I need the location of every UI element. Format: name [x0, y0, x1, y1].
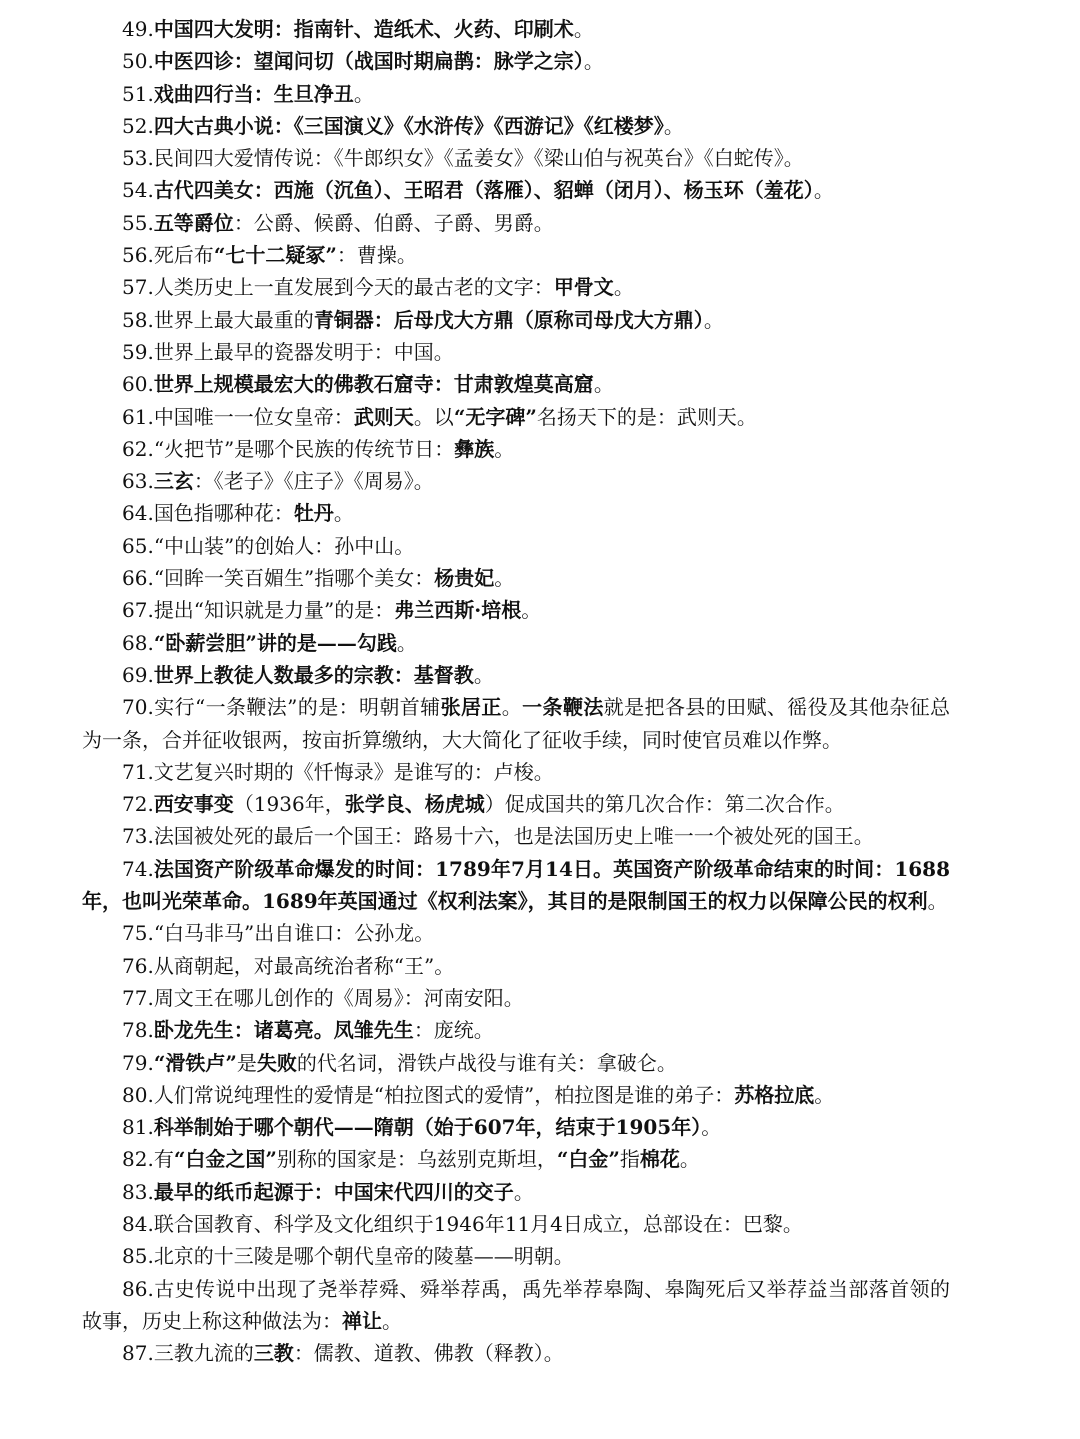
- item-number: 71.: [122, 759, 154, 784]
- bold-text: 牡丹: [293, 501, 334, 526]
- item-number: 66.: [122, 566, 154, 591]
- item-text: 。: [814, 1082, 835, 1107]
- list-item: [82, 433, 950, 465]
- item-text: （1936年，: [233, 792, 345, 817]
- list-item: [82, 1176, 950, 1208]
- bold-text: 五等爵位: [153, 210, 234, 235]
- item-text: 北京的十三陵是哪个朝代皇帝的陵墓——明朝。: [153, 1244, 574, 1269]
- list-item: [82, 1079, 950, 1111]
- item-number: 55.: [122, 210, 154, 235]
- item-number: 78.: [122, 1018, 154, 1043]
- list-item: [82, 627, 950, 659]
- item-text: 有: [153, 1147, 174, 1172]
- bold-text: 张学良、杨虎城: [344, 792, 485, 817]
- list-item: [82, 368, 950, 400]
- list-item: [82, 950, 950, 982]
- item-text: ：庞统。: [413, 1018, 494, 1043]
- bold-text: “七十二疑冢”: [213, 243, 337, 268]
- list-item: [82, 1273, 950, 1338]
- bold-text: 张居正: [440, 695, 502, 720]
- list-item: [82, 497, 950, 529]
- bold-text: 弗兰西斯·培根: [394, 598, 522, 623]
- item-text: 。: [333, 501, 354, 526]
- item-number: 76.: [122, 953, 154, 978]
- bold-text: 卧龙先生：诸葛亮。凤雏先生: [153, 1018, 414, 1043]
- item-text: 别称的国家是：乌兹别克斯坦，: [276, 1147, 557, 1172]
- list-item: [82, 174, 950, 206]
- bold-text: “滑铁卢”: [153, 1050, 237, 1075]
- list-item: [82, 1337, 950, 1369]
- bold-text: 四大古典小说：《三国演义》《水浒传》《西游记》《红楼梦》: [153, 113, 664, 138]
- item-text: “中山装”的创始人：孙中山。: [153, 533, 415, 558]
- list-item: [82, 1240, 950, 1272]
- bold-text: “卧薪尝胆”讲的是——勾践: [153, 630, 397, 655]
- item-number: 57.: [122, 275, 154, 300]
- item-number: 83.: [122, 1179, 154, 1204]
- bold-text: 科举制始于哪个朝代——隋朝（始于607年，结束于1905年）: [153, 1115, 702, 1140]
- item-text: ：儒教、道教、佛教（释教）。: [293, 1341, 564, 1366]
- item-number: 74.: [122, 856, 154, 881]
- item-number: 52.: [122, 113, 154, 138]
- list-item: [82, 45, 950, 77]
- item-number: 86.: [122, 1276, 154, 1301]
- item-number: 72.: [122, 792, 154, 817]
- item-text: 。: [813, 178, 834, 203]
- bold-text: 甲骨文: [553, 275, 614, 300]
- item-number: 56.: [122, 243, 154, 268]
- item-text: ：《老子》《庄子》《周易》。: [193, 469, 434, 494]
- item-text: 三教九流的: [153, 1341, 254, 1366]
- list-item: [82, 304, 950, 336]
- item-number: 62.: [122, 436, 154, 461]
- document-page: [82, 13, 950, 1369]
- list-item: [82, 239, 950, 271]
- item-number: 84.: [122, 1211, 154, 1236]
- list-item: [82, 530, 950, 562]
- item-text: 国色指哪种花：: [153, 501, 294, 526]
- item-number: 69.: [122, 662, 154, 687]
- item-text: 文艺复兴时期的《忏悔录》是谁写的：卢梭。: [153, 759, 554, 784]
- item-number: 64.: [122, 501, 154, 526]
- item-number: 85.: [122, 1244, 154, 1269]
- bold-text: 三玄: [153, 469, 194, 494]
- list-item: [82, 594, 950, 626]
- bold-text: 彝族: [454, 436, 495, 461]
- item-text: ）促成国共的第几次合作：第二次合作。: [484, 792, 845, 817]
- item-text: 。: [473, 662, 494, 687]
- item-text: 。: [501, 695, 523, 720]
- bold-text: “白金”: [556, 1147, 620, 1172]
- bold-text: 古代四美女：西施（沉鱼）、王昭君（落雁）、貂蝉（闭月）、杨玉环（羞花）: [153, 178, 814, 203]
- list-item: [82, 691, 950, 756]
- item-number: 61.: [122, 404, 154, 429]
- bold-text: 青铜器：后母戊大方鼎（原称司母戊大方鼎）: [313, 307, 704, 332]
- list-item: [82, 207, 950, 239]
- item-text: 从商朝起，对最高统治者称“王”。: [153, 953, 455, 978]
- list-item: [82, 465, 950, 497]
- list-item: [82, 78, 950, 110]
- list-item: [82, 336, 950, 368]
- item-text: 法国被处死的最后一个国王：路易十六，也是法国历史上唯一一个被处死的国王。: [153, 824, 874, 849]
- bold-text: 世界上教徒人数最多的宗教：基督教: [153, 662, 474, 687]
- item-text: 。: [593, 372, 614, 397]
- item-text: 。: [521, 598, 542, 623]
- item-text: 。: [353, 81, 374, 106]
- item-text: 实行“一条鞭法”的是：明朝首辅: [153, 695, 441, 720]
- bold-text: 最早的纸币起源于：中国宋代四川的交子: [153, 1179, 514, 1204]
- item-text: 周文王在哪儿创作的《周易》：河南安阳。: [153, 985, 524, 1010]
- item-text: 世界上最大最重的: [153, 307, 314, 332]
- bold-text: 世界上规模最宏大的佛教石窟寺：甘肃敦煌莫高窟: [153, 372, 594, 397]
- item-text: 世界上最早的瓷器发明于：中国。: [153, 339, 454, 364]
- bold-text: 杨贵妃: [434, 566, 495, 591]
- item-text: 联合国教育、科学及文化组织于1946年11月4日成立，总部设在：巴黎。: [153, 1211, 803, 1236]
- item-number: 75.: [122, 921, 154, 946]
- item-number: 79.: [122, 1050, 154, 1075]
- item-text: 。: [703, 307, 724, 332]
- item-text: 。: [583, 49, 604, 74]
- item-number: 49.: [122, 17, 154, 41]
- list-item: [82, 982, 950, 1014]
- item-text: “回眸一笑百媚生”指哪个美女：: [153, 566, 435, 591]
- item-text: 。: [396, 630, 417, 655]
- list-item: [82, 401, 950, 433]
- item-number: 58.: [122, 307, 154, 332]
- item-number: 67.: [122, 598, 154, 623]
- item-number: 80.: [122, 1082, 154, 1107]
- bold-text: 中医四诊：望闻问切（战国时期扁鹊：脉学之宗）: [153, 49, 584, 74]
- list-item: [82, 142, 950, 174]
- list-item: [82, 1208, 950, 1240]
- item-text: 。: [382, 1308, 402, 1333]
- list-item: [82, 562, 950, 594]
- item-number: 65.: [122, 533, 154, 558]
- item-number: 70.: [122, 695, 154, 720]
- item-text: 。: [494, 566, 515, 591]
- item-text: 是: [236, 1050, 257, 1075]
- item-text: 。: [679, 1147, 700, 1172]
- item-text: 名扬天下的是：武则天。: [536, 404, 757, 429]
- item-text: 人类历史上一直发展到今天的最古老的文字：: [153, 275, 554, 300]
- list-item: [82, 1047, 950, 1079]
- item-number: 54.: [122, 178, 154, 203]
- item-text: 就是把各县的田赋、徭役及其他杂征总为一条，合并征收银两，按亩折算缴纳，大大简化了征收手续，同时使官员难以作弊。: [82, 695, 951, 752]
- item-text: 民间四大爱情传说：《牛郎织女》《孟姜女》《梁山伯与祝英台》《白蛇传》。: [153, 146, 804, 171]
- list-item: [82, 917, 950, 949]
- list-item: [82, 788, 950, 820]
- bold-text: 法国资产阶级革命爆发的时间：1789年7月14日。英国资产阶级革命结束的时间：1688年，也叫光荣革命。1689年英国通过《权利法案》，其目的是限制国王的权力以保障公民的权利: [82, 856, 950, 914]
- item-number: 53.: [122, 146, 154, 171]
- list-item: [82, 820, 950, 852]
- item-text: 。: [513, 1179, 534, 1204]
- bold-text: “无字碑”: [453, 404, 537, 429]
- item-number: 60.: [122, 372, 154, 397]
- item-number: 51.: [122, 81, 154, 106]
- item-text: 。: [613, 275, 634, 300]
- item-text: “白马非马”出自谁口：公孙龙。: [153, 921, 435, 946]
- bold-text: “白金之国”: [173, 1147, 277, 1172]
- item-number: 82.: [122, 1147, 154, 1172]
- bold-text: 一条鞭法: [522, 695, 604, 720]
- item-number: 73.: [122, 824, 154, 849]
- item-text: ：曹操。: [336, 243, 417, 268]
- item-number: 59.: [122, 339, 154, 364]
- item-number: 87.: [122, 1341, 154, 1366]
- item-text: 。: [494, 436, 515, 461]
- bold-text: 西安事变: [153, 792, 234, 817]
- item-text: ：公爵、候爵、伯爵、子爵、男爵。: [233, 210, 554, 235]
- item-text: 古史传说中出现了尧举荐舜、舜举荐禹，禹先举荐皋陶、皋陶死后又举荐益当部落首领的故事，历史上称这种做法为：: [82, 1276, 950, 1333]
- bold-text: 失败: [256, 1050, 297, 1075]
- list-item: [82, 110, 950, 142]
- list-item: [82, 1111, 950, 1143]
- list-item: [82, 1014, 950, 1046]
- item-text: 指: [619, 1147, 640, 1172]
- item-text: 提出“知识就是力量”的是：: [153, 598, 395, 623]
- item-text: 。: [663, 113, 684, 138]
- item-number: 77.: [122, 985, 154, 1010]
- item-text: 。: [927, 889, 948, 914]
- item-text: 。以: [413, 404, 454, 429]
- list-item: [82, 853, 950, 918]
- bold-text: 棉花: [639, 1147, 680, 1172]
- list-item: [82, 756, 950, 788]
- list-item: [82, 271, 950, 303]
- item-text: “火把节”是哪个民族的传统节日：: [153, 436, 455, 461]
- item-number: 81.: [122, 1115, 154, 1140]
- item-text: 的代名词，滑铁卢战役与谁有关：拿破仑。: [296, 1050, 677, 1075]
- list-item: [82, 1143, 950, 1175]
- item-text: 。: [573, 17, 594, 41]
- bold-text: 三教: [253, 1341, 294, 1366]
- item-number: 50.: [122, 49, 154, 74]
- bold-text: 戏曲四行当：生旦净丑: [153, 81, 354, 106]
- item-number: 63.: [122, 469, 154, 494]
- item-text: 。: [701, 1115, 722, 1140]
- bold-text: 武则天: [353, 404, 414, 429]
- item-number: 68.: [122, 630, 154, 655]
- bold-text: 苏格拉底: [734, 1082, 815, 1107]
- bold-text: 中国四大发明：指南针、造纸术、火药、印刷术: [153, 17, 574, 41]
- list-item: [82, 659, 950, 691]
- item-text: 死后布: [153, 243, 214, 268]
- item-text: 中国唯一一位女皇帝：: [153, 404, 354, 429]
- item-text: 人们常说纯理性的爱情是“柏拉图式的爱情”，柏拉图是谁的弟子：: [153, 1082, 735, 1107]
- bold-text: 禅让: [342, 1308, 382, 1333]
- list-item: [82, 13, 950, 45]
